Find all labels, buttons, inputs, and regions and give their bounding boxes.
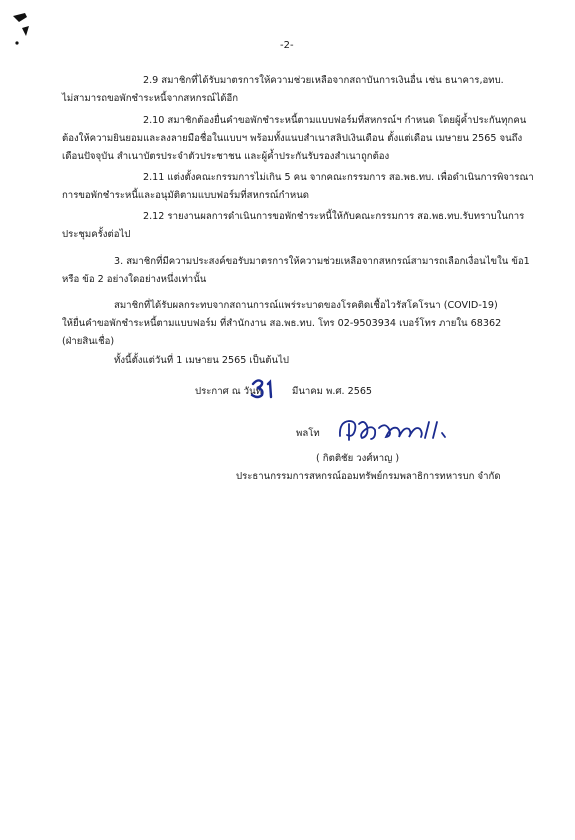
item-2-11-line-2: การขอพักชำระหนี้และอนุมัติตามแบบฟอร์มที่สหกรณ์กำหนด bbox=[62, 190, 309, 201]
covid-line-2: ให้ยื่นคำขอพักชำระหนี้ตามแบบฟอร์ม ที่สำนักงาน สอ.พธ.ทบ. โทร 02-9503934 เบอร์โทร ภายใน 68362 bbox=[62, 318, 502, 329]
handwritten-day bbox=[250, 377, 282, 399]
item-2-10-line-1: 2.10 สมาชิกต้องยื่นคำขอพักชำระหนี้ตามแบบฟอร์มที่สหกรณ์ฯ กำหนด โดยผู้ค้ำประกันทุกคน bbox=[143, 115, 527, 126]
announce-month-year: มีนาคม พ.ศ. 2565 bbox=[292, 386, 373, 397]
page-number: -2- bbox=[280, 40, 294, 51]
announce-label: ประกาศ ณ วันที่ bbox=[195, 386, 262, 397]
item-2-9-line-2: ไม่สามารถขอพักชำระหนี้จากสหกรณ์ได้อีก bbox=[62, 93, 239, 104]
punch-hole-mark bbox=[10, 12, 38, 46]
signatory-position: ประธานกรรมการสหกรณ์ออมทรัพย์กรมพลาธิการทหารบก จำกัด bbox=[236, 471, 501, 482]
item-2-10-line-3: เดือนปัจจุบัน สำเนาบัตรประจำตัวประชาชน และผู้ค้ำประกันรับรองสำเนาถูกต้อง bbox=[62, 151, 390, 162]
item-2-11-line-1: 2.11 แต่งตั้งคณะกรรมการไม่เกิน 5 คน จากคณะกรรมการ สอ.พธ.ทบ. เพื่อดำเนินการพิจารณา bbox=[143, 172, 534, 183]
covid-line-1: สมาชิกที่ได้รับผลกระทบจากสถานการณ์แพร่ระบาดของโรคติดเชื้อไวรัสโคโรนา (COVID-19) bbox=[114, 300, 498, 311]
item-3-line-1: 3. สมาชิกที่มีความประสงค์ขอรับมาตรการให้ความช่วยเหลือจากสหกรณ์สามารถเลือกเงื่อนไขใน ข้อ1 bbox=[114, 256, 530, 267]
item-2-12-line-1: 2.12 รายงานผลการดำเนินการขอพักชำระหนี้ให้กับคณะกรรมการ สอ.พธ.ทบ.รับทราบในการ bbox=[143, 211, 525, 222]
signatory-name: ( กิตติชัย วงศ์หาญ ) bbox=[316, 453, 400, 464]
item-2-9-line-1: 2.9 สมาชิกที่ได้รับมาตรการให้ความช่วยเหลือจากสถาบันการเงินอื่น เช่น ธนาคาร,อทบ. bbox=[143, 75, 504, 86]
item-3-line-2: หรือ ข้อ 2 อย่างใดอย่างหนึ่งเท่านั้น bbox=[62, 274, 207, 285]
signatory-rank: พลโท bbox=[296, 428, 320, 439]
covid-line-3: (ฝ่ายสินเชื่อ) bbox=[62, 336, 115, 347]
item-2-10-line-2: ต้องให้ความยินยอมและลงลายมือชื่อในแบบฯ พร้อมทั้งแนบสำเนาสลิปเงินเดือน ตั้งแต่เดือน เมษายน 2565 จนถึง bbox=[62, 133, 523, 144]
effective-date: ทั้งนี้ตั้งแต่วันที่ 1 เมษายน 2565 เป็นต้นไป bbox=[114, 355, 290, 366]
signature bbox=[337, 416, 455, 444]
item-2-12-line-2: ประชุมครั้งต่อไป bbox=[62, 229, 131, 240]
